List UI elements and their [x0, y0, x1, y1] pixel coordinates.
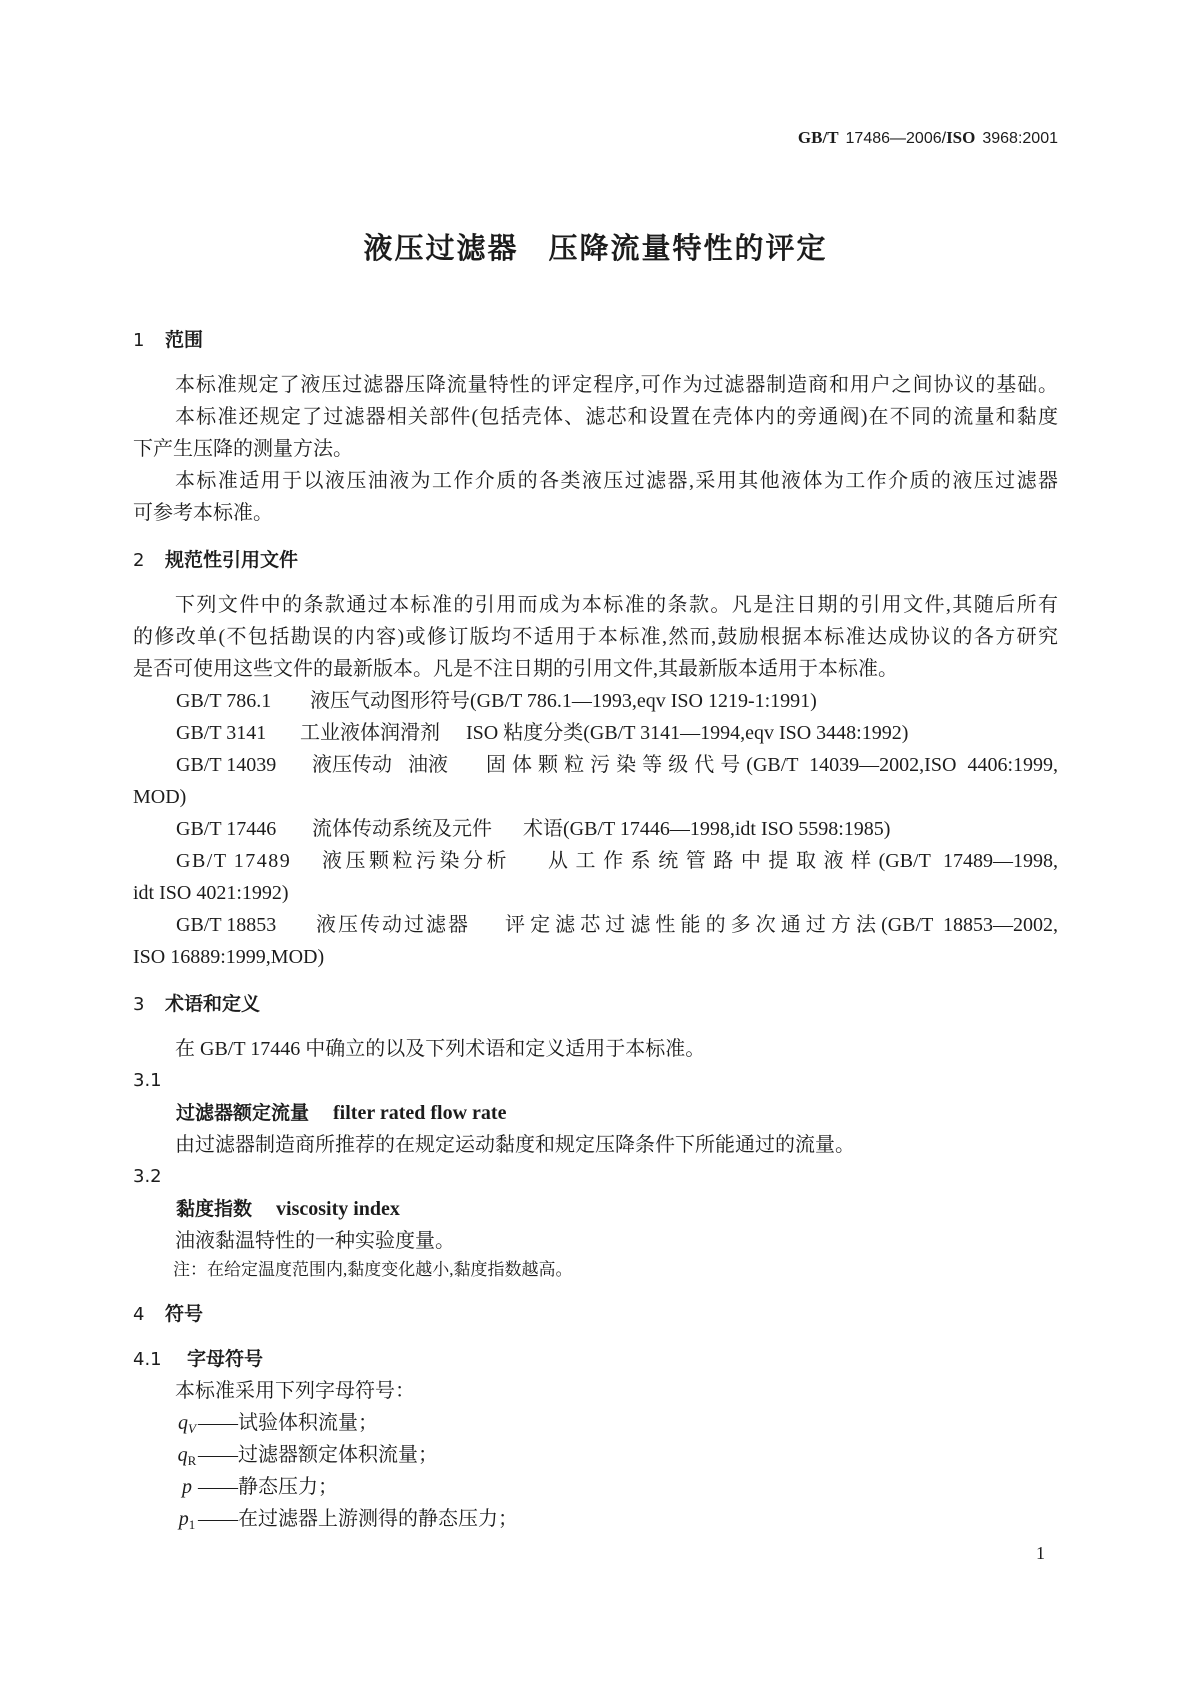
symbol-description: ——试验体积流量； [198, 1412, 378, 1434]
section-heading-scope [133, 324, 1058, 356]
subsection-title: 字母符号 [187, 1348, 264, 1370]
reference-title: 工业液体润滑剂 [300, 722, 440, 744]
reference-entry [133, 717, 1058, 749]
section-title: 术语和定义 [165, 993, 261, 1015]
symbol-entry [133, 1407, 1058, 1439]
iso-number: 3968:2001 [982, 130, 1058, 147]
section-heading-symbols [133, 1298, 1058, 1330]
symbol [176, 1471, 198, 1503]
symbol-letter: p [178, 1508, 189, 1530]
reference-code: GB/T 17489 [176, 850, 292, 872]
section-heading-normative-references [133, 544, 1058, 576]
reference-continuation: MOD) [133, 786, 187, 808]
term-english: filter rated flow rate [333, 1102, 507, 1124]
term-note: 注：在给定温度范围内,黏度变化越小,黏度指数越高。 [173, 1260, 573, 1279]
symbol-entry [133, 1503, 1058, 1535]
clause-number: 3.1 [133, 1070, 162, 1091]
reference-title-part: 固体颗粒污染等级代号(GB/T 14039—2002,ISO 4406:1999, [486, 754, 1058, 776]
section-number: 2 [133, 550, 145, 571]
reference-title: 液压传动过滤器 [316, 914, 470, 936]
section-title: 规范性引用文件 [165, 549, 299, 571]
reference-entry [133, 813, 1058, 845]
document-body [133, 324, 1058, 1535]
title-part-2: 压降流量特性的评定 [548, 231, 828, 265]
body-line: 是否可使用这些文件的最新版本。凡是不注日期的引用文件,其最新版本适用于本标准。 [133, 658, 898, 680]
body-line: 本标准规定了液压过滤器压降流量特性的评定程序,可作为过滤器制造商和用户之间协议的基础。 [175, 374, 1058, 396]
symbol-entry [133, 1471, 1058, 1503]
symbol-description: ——过滤器额定体积流量； [198, 1444, 438, 1466]
reference-title: 流体传动系统及元件 [312, 818, 492, 840]
body-line: 下列文件中的条款通过本标准的引用而成为本标准的条款。凡是注日期的引用文件,其随后所有 [175, 594, 1058, 616]
subsection-number: 4.1 [133, 1349, 162, 1370]
section-title: 符号 [165, 1303, 204, 1325]
reference-continuation: ISO 16889:1999,MOD) [133, 946, 325, 968]
term-chinese: 黏度指数 [176, 1198, 253, 1220]
reference-title-part: 评定滤芯过滤性能的多次通过方法(GB/T 18853—2002, [505, 914, 1058, 936]
symbol-subscript: V [188, 1421, 196, 1436]
term-english: viscosity index [276, 1198, 400, 1220]
section-number: 4 [133, 1304, 145, 1325]
body-line: 本标准适用于以液压油液为工作介质的各类液压过滤器,采用其他液体为工作介质的液压过滤器 [175, 470, 1058, 492]
section-number: 3 [133, 994, 145, 1015]
symbol-letter: p [182, 1476, 192, 1498]
running-header [798, 126, 1058, 151]
reference-entry [133, 909, 1058, 941]
reference-code: GB/T 18853 [176, 914, 277, 936]
iso-prefix: ISO [946, 128, 976, 147]
body-line: 的修改单(不包括勘误的内容)或修订版均不适用于本标准,然而,鼓励根据本标准达成协议的各方研究 [133, 626, 1058, 648]
subsection-heading-letter-symbols [133, 1343, 1058, 1375]
reference-entry [133, 685, 1058, 717]
reference-code: GB/T 14039 [176, 754, 277, 776]
reference-title-part: 从工作系统管路中提取液样(GB/T 17489—1998, [548, 850, 1058, 872]
body-line: 在 GB/T 17446 中确立的以及下列术语和定义适用于本标准。 [175, 1038, 706, 1060]
symbol-entry [133, 1439, 1058, 1471]
reference-title: 液压传动 [312, 754, 392, 776]
reference-title-part: ISO 粘度分类(GB/T 3141—1994,eqv ISO 3448:1992) [466, 722, 909, 744]
section-number: 1 [133, 330, 145, 351]
body-line: 本标准还规定了过滤器相关部件(包括壳体、滤芯和设置在壳体内的旁通阀)在不同的流量和黏度 [175, 406, 1058, 428]
symbol-letter: q [177, 1444, 188, 1466]
body-line: 下产生压降的测量方法。 [133, 438, 353, 460]
section-heading-terms [133, 988, 1058, 1020]
page-number: 1 [1036, 1543, 1045, 1563]
reference-title-part: 术语(GB/T 17446—1998,idt ISO 5598:1985) [523, 818, 891, 840]
title-part-1: 液压过滤器 [363, 231, 519, 265]
clause-number: 3.2 [133, 1166, 162, 1187]
standard-prefix: GB/T [797, 128, 839, 147]
symbol-description: ——静态压力； [198, 1476, 338, 1498]
reference-entry [133, 749, 1058, 781]
reference-title: 液压气动图形符号(GB/T 786.1—1993,eqv ISO 1219-1:1991) [310, 690, 817, 712]
symbol-description: ——在过滤器上游测得的静态压力； [198, 1508, 518, 1530]
term-definition: 由过滤器制造商所推荐的在规定运动黏度和规定压降条件下所能通过的流量。 [175, 1134, 855, 1156]
symbol [176, 1503, 198, 1541]
section-title: 范围 [165, 329, 204, 351]
reference-continuation: idt ISO 4021:1992) [133, 882, 289, 904]
term-definition: 油液黏温特性的一种实验度量。 [175, 1230, 455, 1252]
term-chinese: 过滤器额定流量 [176, 1102, 310, 1124]
document-title [0, 228, 1191, 268]
reference-title: 液压颗粒污染分析 [322, 850, 510, 872]
reference-title-part: 油液 [408, 754, 448, 776]
symbol-subscript: R [187, 1453, 197, 1468]
reference-code: GB/T 786.1 [176, 690, 272, 712]
term-entry [133, 1193, 1058, 1225]
symbol-letter: q [178, 1412, 189, 1434]
reference-code: GB/T 17446 [176, 818, 277, 840]
symbol-subscript: 1 [188, 1517, 196, 1532]
body-line: 可参考本标准。 [133, 502, 273, 524]
reference-code: GB/T 3141 [176, 722, 267, 744]
body-line: 本标准采用下列字母符号： [175, 1380, 415, 1402]
standard-number: 17486—2006/ [845, 130, 947, 147]
reference-entry [133, 845, 1058, 877]
term-entry [133, 1097, 1058, 1129]
